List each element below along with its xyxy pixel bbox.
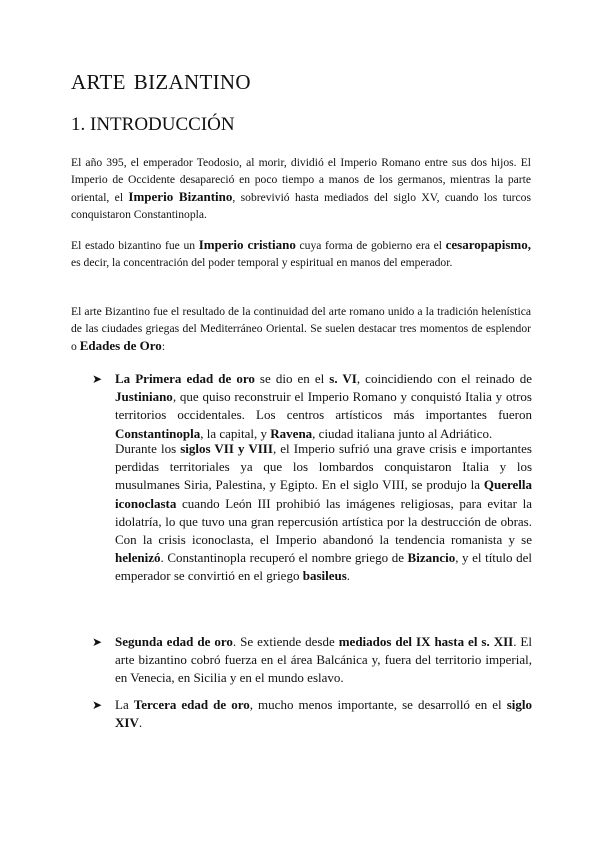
title-word-arte: ARTE [71,70,126,94]
bold-run: cesaropapismo, [445,237,531,252]
bold-run: Ravena [270,425,313,441]
text-run: Durante los [115,441,181,456]
title-word-bizantino: BIZANTINO [133,70,251,94]
bullet-second-golden-age [92,633,532,688]
bullet-third-golden-age [92,696,532,732]
bold-run: Imperio Bizantino [128,189,233,204]
bullet-text [115,696,532,732]
bullet-text [115,633,532,688]
bold-run: Constantinopla [115,425,201,441]
bold-run: Segunda edad de oro [115,634,233,649]
intro-paragraph-2 [71,236,531,271]
text-run: . Constantinopla recuperó el nombre griego de [160,550,408,566]
bold-run: Justiniano [115,389,173,405]
bold-run: siglo XIV [115,697,533,731]
bold-run: Querella iconoclasta [115,477,532,511]
bold-run: La Primera edad de oro [115,371,255,386]
text-run: . Se extiende desde [232,634,339,649]
document-title [71,70,251,95]
text-run: se dio en el [254,371,330,386]
text-run: cuya forma de gobierno era el [295,239,446,252]
bullet-first-golden-age [92,370,532,443]
text-run: El estado bizantino fue un [71,239,199,252]
bold-run: s. VI [329,371,357,386]
arrow-bullet-icon: ➤ [92,635,103,649]
bold-run: Tercera edad de oro [133,697,250,712]
text-run: El año 395, el emperador Teodosio, al morir, dividió el Imperio Romano entre sus dos hijos. El Imperio de Occidente desapareció en poco tiempo a manos de los germanos, mientras la parte oriental, el [71,156,531,204]
bold-run: Edades de Oro [79,338,162,353]
text-run: , coincidiendo con el reinado de [356,371,532,386]
text-run: : [161,340,166,353]
text-run: es decir, la concentración del poder temporal y espiritual en manos del emperador. [71,256,453,269]
bullet-first-continuation [115,440,532,586]
section-heading: 1. INTRODUCCIÓN [71,114,235,135]
bold-run: siglos VII y VIII [180,441,273,456]
bold-run: Bizancio [407,550,456,566]
text-run: , sobrevivió hasta mediados del siglo XV, cuando los turcos conquistaron Constantinopla. [71,191,531,221]
text-run: . [138,715,143,731]
text-run: , mucho menos importante, se desarrolló en el [249,697,507,712]
text-run: , y el título del emperador se convirtió en el griego [115,550,532,584]
bold-run: mediados del IX hasta el s. XII [338,634,514,649]
text-run: . El arte bizantino cobró fuerza en el área Balcánica y, fuera del territorio imperial, en Venecia, en Sicilia y en el mundo eslavo. [115,634,532,686]
arrow-bullet-icon: ➤ [92,698,103,712]
intro-paragraph-3 [71,303,531,355]
intro-paragraph-1 [71,154,531,223]
bold-run: basileus [302,568,347,584]
text-run: , que quiso reconstruir el Imperio Romano y conquistó Italia y otros territorios occidentales. Los centros artísticos más importantes fueron [115,389,532,423]
text-run: , la capital, y [200,425,271,441]
text-run: cuando León III prohibió las imágenes religiosas, para evitar la idolatría, lo que tuvo una gran repercusión artística por la destrucción de obras. Con la crisis iconoclasta, el Imperio abandonó la tendencia romanista y se [115,495,532,548]
text-run: , ciudad italiana junto al Adriático. [312,425,493,441]
text-run: , el Imperio sufrió una grave crisis e importantes perdidas territoriales ya que los lombardos conquistaron Italia y los musulmanes Siria, Palestina, y Egipto. En el siglo VIII, se produjo la [115,441,532,493]
text-run: . [346,568,351,584]
arrow-bullet-icon: ➤ [92,372,103,386]
text-run: El arte Bizantino fue el resultado de la continuidad del arte romano unido a la tradición helenística de las ciudades griegas del Mediterráneo Oriental. Se suelen destacar tres momentos de esplendor o [71,305,531,353]
bold-run: helenizó [115,550,161,566]
text-run: La [115,697,134,712]
bullet-text [115,370,532,443]
bold-run: Imperio cristiano [198,237,296,252]
